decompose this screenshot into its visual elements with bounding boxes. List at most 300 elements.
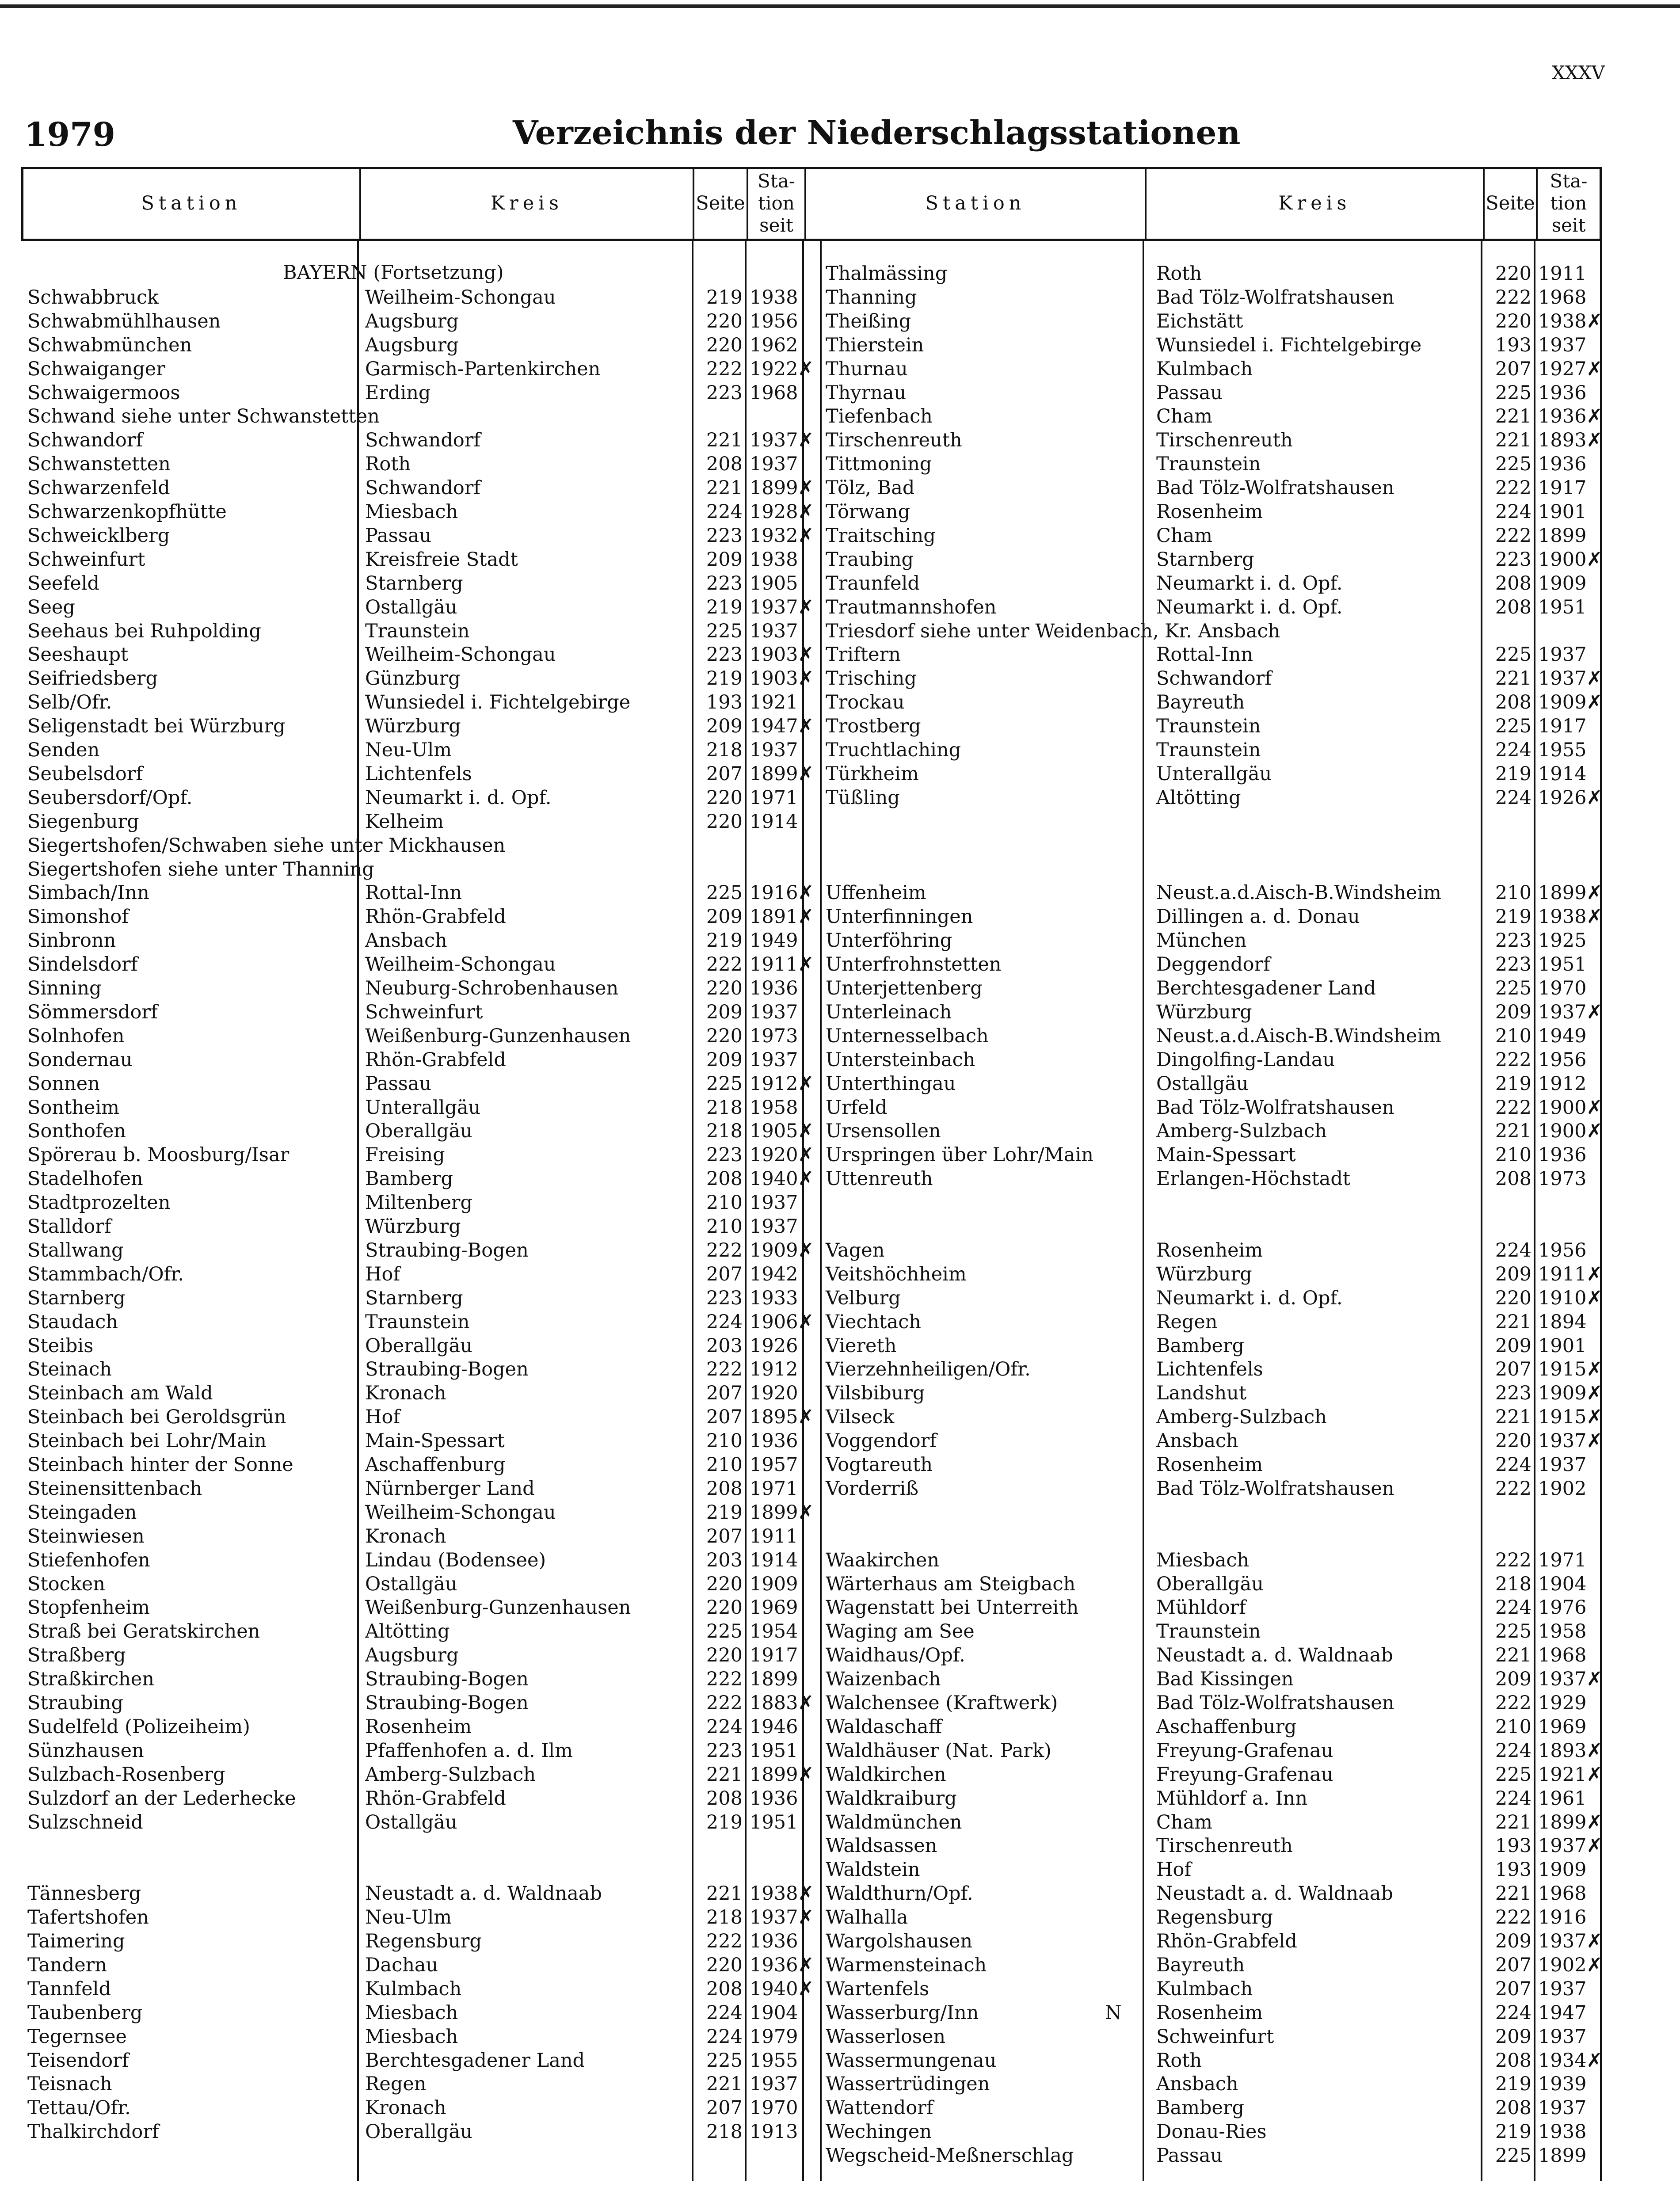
- page-ref: 220: [706, 977, 743, 999]
- header-kreis: Kreis: [491, 192, 563, 214]
- table-row: [0, 714, 1680, 738]
- station-name: Teisnach: [27, 2073, 112, 2096]
- page-ref: 221: [1495, 1311, 1531, 1333]
- station-name: Urfeld: [826, 1096, 888, 1119]
- station-since-year: 1905: [750, 572, 798, 594]
- page-ref: 222: [706, 1930, 743, 1952]
- kreis-name: Deggendorf: [1156, 953, 1270, 976]
- page-ref: 218: [706, 1096, 743, 1119]
- station-since-year: 1911✗: [750, 953, 814, 976]
- page-ref: 207: [706, 1406, 743, 1429]
- station-since-year: 1951: [1538, 596, 1587, 618]
- station-since-year: 1939: [1538, 2073, 1587, 2096]
- station-name: Vilsbiburg: [826, 1382, 925, 1405]
- kreis-name: Lindau (Bodensee): [365, 1549, 546, 1571]
- kreis-name: Starnberg: [365, 1287, 463, 1309]
- station-since-year: 1904: [750, 2001, 798, 2024]
- table-row: [0, 929, 1680, 953]
- station-name: Teisendorf: [27, 2049, 129, 2072]
- station-since-year: 1936: [750, 1787, 798, 1810]
- table-row: [0, 1143, 1680, 1167]
- table-row: [0, 1215, 1680, 1238]
- station-name: Steinensittenbach: [27, 1477, 202, 1500]
- kreis-name: Neustadt a. d. Waldnaab: [1156, 1644, 1393, 1667]
- station-since-year: 1909✗: [750, 1239, 814, 1261]
- page-ref: 219: [1495, 762, 1531, 785]
- kreis-name: Wunsiedel i. Fichtelgebirge: [365, 691, 631, 714]
- station-name: Stalldorf: [27, 1216, 111, 1238]
- page-ref: 219: [1495, 1072, 1531, 1095]
- station-since-year: 1937: [750, 1192, 798, 1214]
- station-name: Tiefenbach: [826, 405, 933, 428]
- kreis-name: Altötting: [365, 1620, 450, 1643]
- page-ref: 209: [1495, 1001, 1531, 1023]
- station-name: Tandern: [27, 1954, 107, 1976]
- table-row: [0, 953, 1680, 976]
- station-name: Stocken: [27, 1573, 105, 1595]
- station-name: Thalkirchdorf: [27, 2121, 159, 2143]
- station-since-year: 1937✗: [1538, 1001, 1603, 1023]
- kreis-name: Rhön-Grabfeld: [365, 1048, 506, 1071]
- station-since-year: 1915✗: [1538, 1406, 1603, 1429]
- kreis-name: Donau-Ries: [1156, 2121, 1267, 2143]
- station-name: Siegertshofen/Schwaben siehe unter Mickhausen: [27, 834, 506, 857]
- table-row: [0, 1953, 1680, 1977]
- station-since-year: 1973: [1538, 1168, 1587, 1190]
- kreis-name: Schwandorf: [365, 429, 481, 452]
- kreis-name: Passau: [1156, 2145, 1223, 2167]
- station-since-year: 1917: [1538, 715, 1587, 738]
- station-since-year: 1893✗: [1538, 429, 1603, 452]
- kreis-name: Neustadt a. d. Waldnaab: [1156, 1882, 1393, 1905]
- page-ref: 222: [1495, 1692, 1531, 1714]
- station-since-year: 1914: [1538, 762, 1587, 785]
- table-row: [0, 1096, 1680, 1120]
- page-ref: 208: [1495, 2097, 1531, 2119]
- station-name: Sünzhausen: [27, 1739, 144, 1762]
- kreis-name: Passau: [365, 1072, 432, 1095]
- station-name: Törwang: [826, 501, 910, 523]
- station-since-year: 1914: [750, 810, 798, 833]
- table-row: [0, 1429, 1680, 1453]
- station-name: Wattendorf: [826, 2097, 933, 2119]
- station-since-year: 1937: [1538, 2025, 1587, 2048]
- page-ref: 224: [706, 2025, 743, 2048]
- kreis-name: Traunstein: [365, 1311, 470, 1333]
- station-since-year: 1899✗: [750, 477, 814, 499]
- page-ref: 225: [1495, 715, 1531, 738]
- station-since-year: 1937✗: [750, 596, 814, 618]
- kreis-name: Freising: [365, 1144, 445, 1166]
- station-since-year: 1902: [1538, 1477, 1587, 1500]
- header-seit-right: Sta- tion seit: [1550, 170, 1588, 236]
- station-name: Vogtareuth: [826, 1454, 933, 1476]
- station-since-year: 1916: [1538, 1906, 1587, 1929]
- station-since-year: 1926: [750, 1334, 798, 1357]
- kreis-name: Kulmbach: [1156, 1978, 1253, 2000]
- page-ref: 221: [706, 2073, 743, 2096]
- table-row: [0, 262, 1680, 286]
- page-ref: 222: [1495, 1477, 1531, 1500]
- kreis-name: Neust.a.d.Aisch-B.Windsheim: [1156, 882, 1441, 904]
- station-name: Thanning: [826, 286, 917, 309]
- station-since-year: 1902✗: [1538, 1954, 1603, 1976]
- station-since-year: 1905✗: [750, 1120, 814, 1143]
- station-name: Schwabbruck: [27, 286, 159, 309]
- station-since-year: 1904: [1538, 1573, 1587, 1595]
- page-ref: 223: [1495, 953, 1531, 976]
- station-name: Stadelhofen: [27, 1168, 143, 1190]
- station-name: Türkheim: [826, 762, 919, 785]
- station-since-year: 1936: [1538, 453, 1587, 476]
- kreis-name: Bad Kissingen: [1156, 1668, 1294, 1691]
- page-ref: 210: [706, 1192, 743, 1214]
- station-since-year: 1911: [1538, 263, 1587, 285]
- page-ref: 223: [706, 644, 743, 666]
- table-row: [0, 1048, 1680, 1072]
- station-since-year: 1903✗: [750, 644, 814, 666]
- kreis-name: Pfaffenhofen a. d. Ilm: [365, 1739, 573, 1762]
- station-since-year: 1937: [750, 1048, 798, 1071]
- station-since-year: 1901: [1538, 1334, 1587, 1357]
- table-row: [0, 309, 1680, 333]
- kreis-name: Weilheim-Schongau: [365, 1501, 556, 1524]
- table-row: [0, 1310, 1680, 1334]
- kreis-name: Mühldorf: [1156, 1597, 1246, 1619]
- page-ref: 224: [706, 2001, 743, 2024]
- station-since-year: 1921✗: [1538, 1763, 1603, 1786]
- station-name: Starnberg: [27, 1287, 126, 1309]
- station-name: Steinwiesen: [27, 1525, 145, 1547]
- table-row: [0, 476, 1680, 500]
- table-row: [0, 1834, 1680, 1858]
- station-since-year: 1956: [750, 310, 798, 332]
- station-name: Seifriedsberg: [27, 667, 158, 690]
- station-since-year: 1955: [750, 2049, 798, 2072]
- region-label: BAYERN (Fortsetzung): [283, 262, 504, 284]
- table-row: [0, 524, 1680, 548]
- station-since-year: 1973: [750, 1025, 798, 1047]
- station-since-year: 1947: [1538, 2001, 1587, 2024]
- station-name: Vilseck: [826, 1406, 895, 1429]
- station-since-year: 1899: [750, 1668, 798, 1691]
- table-row: [0, 1024, 1680, 1048]
- page-ref: 222: [1495, 1906, 1531, 1929]
- page-ref: 222: [706, 1692, 743, 1714]
- page-ref: 219: [706, 1811, 743, 1833]
- station-name: Sontheim: [27, 1096, 119, 1119]
- page-ref: 207: [706, 1525, 743, 1547]
- kreis-name: Ansbach: [1156, 1430, 1238, 1452]
- kreis-name: Kelheim: [365, 810, 444, 833]
- station-since-year: 1937✗: [1538, 1835, 1603, 1857]
- station-name: Seubelsdorf: [27, 762, 143, 785]
- page-ref: 208: [1495, 572, 1531, 594]
- station-name: Schwandorf: [27, 429, 143, 452]
- table-row: [0, 1334, 1680, 1358]
- page-ref: 210: [1495, 1144, 1531, 1166]
- page-ref: 210: [1495, 1715, 1531, 1738]
- station-since-year: 1947✗: [750, 715, 814, 738]
- page-ref: 218: [706, 1906, 743, 1929]
- table-row: [0, 1000, 1680, 1024]
- station-since-year: 1942: [750, 1263, 798, 1285]
- station-name: Seligenstadt bei Würzburg: [27, 715, 286, 738]
- table-row: [0, 1191, 1680, 1215]
- station-name: Trautmannshofen: [826, 596, 997, 618]
- station-since-year: 1909✗: [1538, 691, 1603, 714]
- station-since-year: 1928✗: [750, 501, 814, 523]
- page-ref: 224: [1495, 1787, 1531, 1810]
- station-since-year: 1903✗: [750, 667, 814, 690]
- kreis-name: Amberg-Sulzbach: [365, 1763, 536, 1786]
- kreis-name: Landshut: [1156, 1382, 1247, 1405]
- station-since-year: 1936: [750, 1430, 798, 1452]
- kreis-name: Neustadt a. d. Waldnaab: [365, 1882, 602, 1905]
- kreis-name: Aschaffenburg: [365, 1454, 506, 1476]
- station-since-year: 1968: [1538, 1882, 1587, 1905]
- station-name: Vorderriß: [826, 1477, 919, 1500]
- page-ref: 219: [1495, 2121, 1531, 2143]
- station-since-year: 1937: [750, 2073, 798, 2096]
- station-since-year: 1969: [1538, 1715, 1587, 1738]
- page-ref: 222: [706, 1358, 743, 1381]
- kreis-name: Schweinfurt: [365, 1001, 483, 1023]
- station-since-year: 1900✗: [1538, 1096, 1603, 1119]
- page-ref: 220: [706, 1644, 743, 1667]
- kreis-name: Main-Spessart: [1156, 1144, 1296, 1166]
- kreis-name: Straubing-Bogen: [365, 1358, 529, 1381]
- page-ref: 203: [706, 1549, 743, 1571]
- table-row: [0, 1357, 1680, 1381]
- station-name: Wassermungenau: [826, 2049, 997, 2072]
- station-name: Wegscheid-Meßnerschlag: [826, 2145, 1074, 2167]
- table-row: [0, 500, 1680, 524]
- kreis-name: Neumarkt i. d. Opf.: [1156, 596, 1343, 618]
- station-name: Triesdorf siehe unter Weidenbach, Kr. Ansbach: [826, 620, 1280, 642]
- page-ref: 222: [706, 1668, 743, 1691]
- station-since-year: 1920✗: [750, 1144, 814, 1166]
- page-ref: 207: [706, 1382, 743, 1405]
- station-since-year: 1951: [750, 1811, 798, 1833]
- station-since-year: 1916✗: [750, 882, 814, 904]
- station-name: Tegernsee: [27, 2025, 127, 2048]
- page-ref: 220: [1495, 1287, 1531, 1309]
- table-row: [0, 1763, 1680, 1787]
- station-name: Wasserlosen: [826, 2025, 946, 2048]
- station-name: Sonnen: [27, 1072, 100, 1095]
- station-since-year: 1917: [750, 1644, 798, 1667]
- station-since-year: 1911: [750, 1525, 798, 1547]
- page-ref: 219: [706, 930, 743, 952]
- station-name: Steinach: [27, 1358, 112, 1381]
- kreis-name: Rottal-Inn: [365, 882, 462, 904]
- station-since-year: 1957: [750, 1454, 798, 1476]
- station-since-year: 1899✗: [1538, 1811, 1603, 1833]
- station-name: Waging am See: [826, 1620, 975, 1643]
- kreis-name: Würzburg: [1156, 1001, 1252, 1023]
- kreis-name: Berchtesgadener Land: [365, 2049, 585, 2072]
- station-name: Schweinfurt: [27, 548, 145, 571]
- page-ref: 222: [1495, 477, 1531, 499]
- station-since-year: 1912✗: [750, 1072, 814, 1095]
- kreis-name: Tirschenreuth: [1156, 1835, 1293, 1857]
- kreis-name: Roth: [1156, 2049, 1202, 2072]
- page-ref: 208: [1495, 2049, 1531, 2072]
- station-name: Urspringen über Lohr/Main: [826, 1144, 1093, 1166]
- page-ref: 193: [1495, 1835, 1531, 1857]
- page-ref: 209: [1495, 1334, 1531, 1357]
- station-name: Thyrnau: [826, 381, 907, 404]
- station-name: Schwand siehe unter Schwanstetten: [27, 405, 380, 428]
- station-name: Tannfeld: [27, 1978, 111, 2000]
- table-row: [0, 452, 1680, 476]
- station-since-year: 1933: [750, 1287, 798, 1309]
- page-ref: 208: [1495, 1168, 1531, 1190]
- kreis-name: Amberg-Sulzbach: [1156, 1406, 1327, 1429]
- station-name: Waldhäuser (Nat. Park): [826, 1739, 1051, 1762]
- kreis-name: Starnberg: [365, 572, 463, 594]
- kreis-name: Traunstein: [1156, 1620, 1261, 1643]
- station-name: Senden: [27, 739, 100, 761]
- station-name: Wechingen: [826, 2121, 932, 2143]
- kreis-name: Weilheim-Schongau: [365, 286, 556, 309]
- kreis-name: Bad Tölz-Wolfratshausen: [1156, 477, 1394, 499]
- header-seite: Seite: [696, 192, 745, 214]
- kreis-name: Günzburg: [365, 667, 461, 690]
- table-row: [0, 1977, 1680, 2001]
- page-ref: 220: [706, 810, 743, 833]
- station-name: Velburg: [826, 1287, 901, 1309]
- page-ref: 208: [1495, 691, 1531, 714]
- kreis-name: Unterallgäu: [1156, 762, 1272, 785]
- station-name: Untersteinbach: [826, 1048, 975, 1071]
- station-name: Steinbach hinter der Sonne: [27, 1454, 293, 1476]
- station-since-year: 1937: [750, 1216, 798, 1238]
- page-ref: 207: [706, 2097, 743, 2119]
- station-name: Trisching: [826, 667, 917, 690]
- station-name: Waldkraiburg: [826, 1787, 957, 1810]
- station-name: Simonshof: [27, 906, 129, 928]
- table-row: [0, 1787, 1680, 1810]
- page-ref: 220: [1495, 1430, 1531, 1452]
- page-ref: 221: [1495, 405, 1531, 428]
- kreis-name: Freyung-Grafenau: [1156, 1763, 1333, 1786]
- station-since-year: 1901: [1538, 501, 1587, 523]
- station-since-year: 1899: [1538, 524, 1587, 547]
- kreis-name: Neuburg-Schrobenhausen: [365, 977, 619, 999]
- station-name: Traunfeld: [826, 572, 920, 594]
- station-since-year: 1917: [1538, 477, 1587, 499]
- page-ref: 221: [706, 429, 743, 452]
- station-name: Trockau: [826, 691, 905, 714]
- station-name: Viechtach: [826, 1311, 921, 1333]
- kreis-name: Weißenburg-Gunzenhausen: [365, 1025, 631, 1047]
- station-name: Seeg: [27, 596, 75, 618]
- page-ref: 208: [706, 453, 743, 476]
- station-name: Thurnau: [826, 358, 908, 380]
- page-ref: 208: [706, 1978, 743, 2000]
- header-station: Station: [141, 192, 242, 214]
- kreis-name: Roth: [1156, 263, 1202, 285]
- kreis-name: Cham: [1156, 405, 1213, 428]
- table-row: [0, 1715, 1680, 1739]
- table-row: [0, 667, 1680, 690]
- station-name: Unterfrohnstetten: [826, 953, 1002, 976]
- page-ref: 225: [1495, 2145, 1531, 2167]
- kreis-name: Rhön-Grabfeld: [365, 1787, 506, 1810]
- station-name: Waldkirchen: [826, 1763, 946, 1786]
- kreis-name: Augsburg: [365, 310, 459, 332]
- kreis-name: Erding: [365, 381, 431, 404]
- page-ref: 224: [706, 1311, 743, 1333]
- header-kreis-right: Kreis: [1278, 192, 1351, 214]
- station-name: Thalmässing: [826, 263, 948, 285]
- station-since-year: 1909✗: [1538, 1382, 1603, 1405]
- station-since-year: 1894: [1538, 1311, 1587, 1333]
- station-name: Siegertshofen siehe unter Thanning: [27, 858, 374, 880]
- page-ref: 224: [1495, 786, 1531, 809]
- station-name: Steingaden: [27, 1501, 137, 1524]
- page-ref: 219: [1495, 2073, 1531, 2096]
- station-since-year: 1929: [1538, 1692, 1587, 1714]
- kreis-name: Würzburg: [1156, 1263, 1252, 1285]
- page-ref: 219: [1495, 906, 1531, 928]
- station-name: Tafertshofen: [27, 1906, 149, 1929]
- kreis-name: Straubing-Bogen: [365, 1239, 529, 1261]
- station-name: Schwaiganger: [27, 358, 165, 380]
- station-name: Warmensteinach: [826, 1954, 987, 1976]
- station-since-year: 1909: [1538, 572, 1587, 594]
- station-since-year: 1976: [1538, 1597, 1587, 1619]
- year-label: 1979: [24, 116, 115, 154]
- page-number: XXXV: [1551, 62, 1605, 84]
- kreis-name: Rhön-Grabfeld: [1156, 1930, 1297, 1952]
- kreis-name: Ostallgäu: [1156, 1072, 1249, 1095]
- table-row: [0, 1405, 1680, 1429]
- kreis-name: Miesbach: [365, 501, 458, 523]
- station-name: Vierzehnheiligen/Ofr.: [826, 1358, 1031, 1381]
- station-name: Tettau/Ofr.: [27, 2097, 131, 2119]
- station-since-year: 1909: [750, 1573, 798, 1595]
- page-ref: 221: [1495, 1882, 1531, 1905]
- page-ref: 222: [706, 1239, 743, 1261]
- page-ref: 223: [706, 1739, 743, 1762]
- station-name: Traitsching: [826, 524, 936, 547]
- page-ref: 218: [706, 1120, 743, 1143]
- page-ref: 221: [706, 477, 743, 499]
- station-name: Stadtprozelten: [27, 1192, 171, 1214]
- kreis-name: Kronach: [365, 1382, 446, 1405]
- page-ref: 224: [1495, 739, 1531, 761]
- kreis-name: Neumarkt i. d. Opf.: [1156, 1287, 1343, 1309]
- kreis-name: Ostallgäu: [365, 596, 457, 618]
- kreis-name: Regensburg: [365, 1930, 482, 1952]
- kreis-name: Hof: [1156, 1859, 1192, 1881]
- page-ref: 221: [1495, 1644, 1531, 1667]
- station-name: Straß bei Geratskirchen: [27, 1620, 260, 1643]
- page-ref: 193: [1495, 334, 1531, 356]
- station-name: Steinbach bei Lohr/Main: [27, 1430, 267, 1452]
- kreis-name: Rosenheim: [1156, 1239, 1263, 1261]
- kreis-name: Schweinfurt: [1156, 2025, 1274, 2048]
- station-name: Wassertrüdingen: [826, 2073, 990, 2096]
- table-row: [0, 762, 1680, 786]
- station-since-year: 1951: [750, 1739, 798, 1762]
- station-name: Schwarzenfeld: [27, 477, 170, 499]
- station-since-year: 1940✗: [750, 1168, 814, 1190]
- station-name: Seubersdorf/Opf.: [27, 786, 193, 809]
